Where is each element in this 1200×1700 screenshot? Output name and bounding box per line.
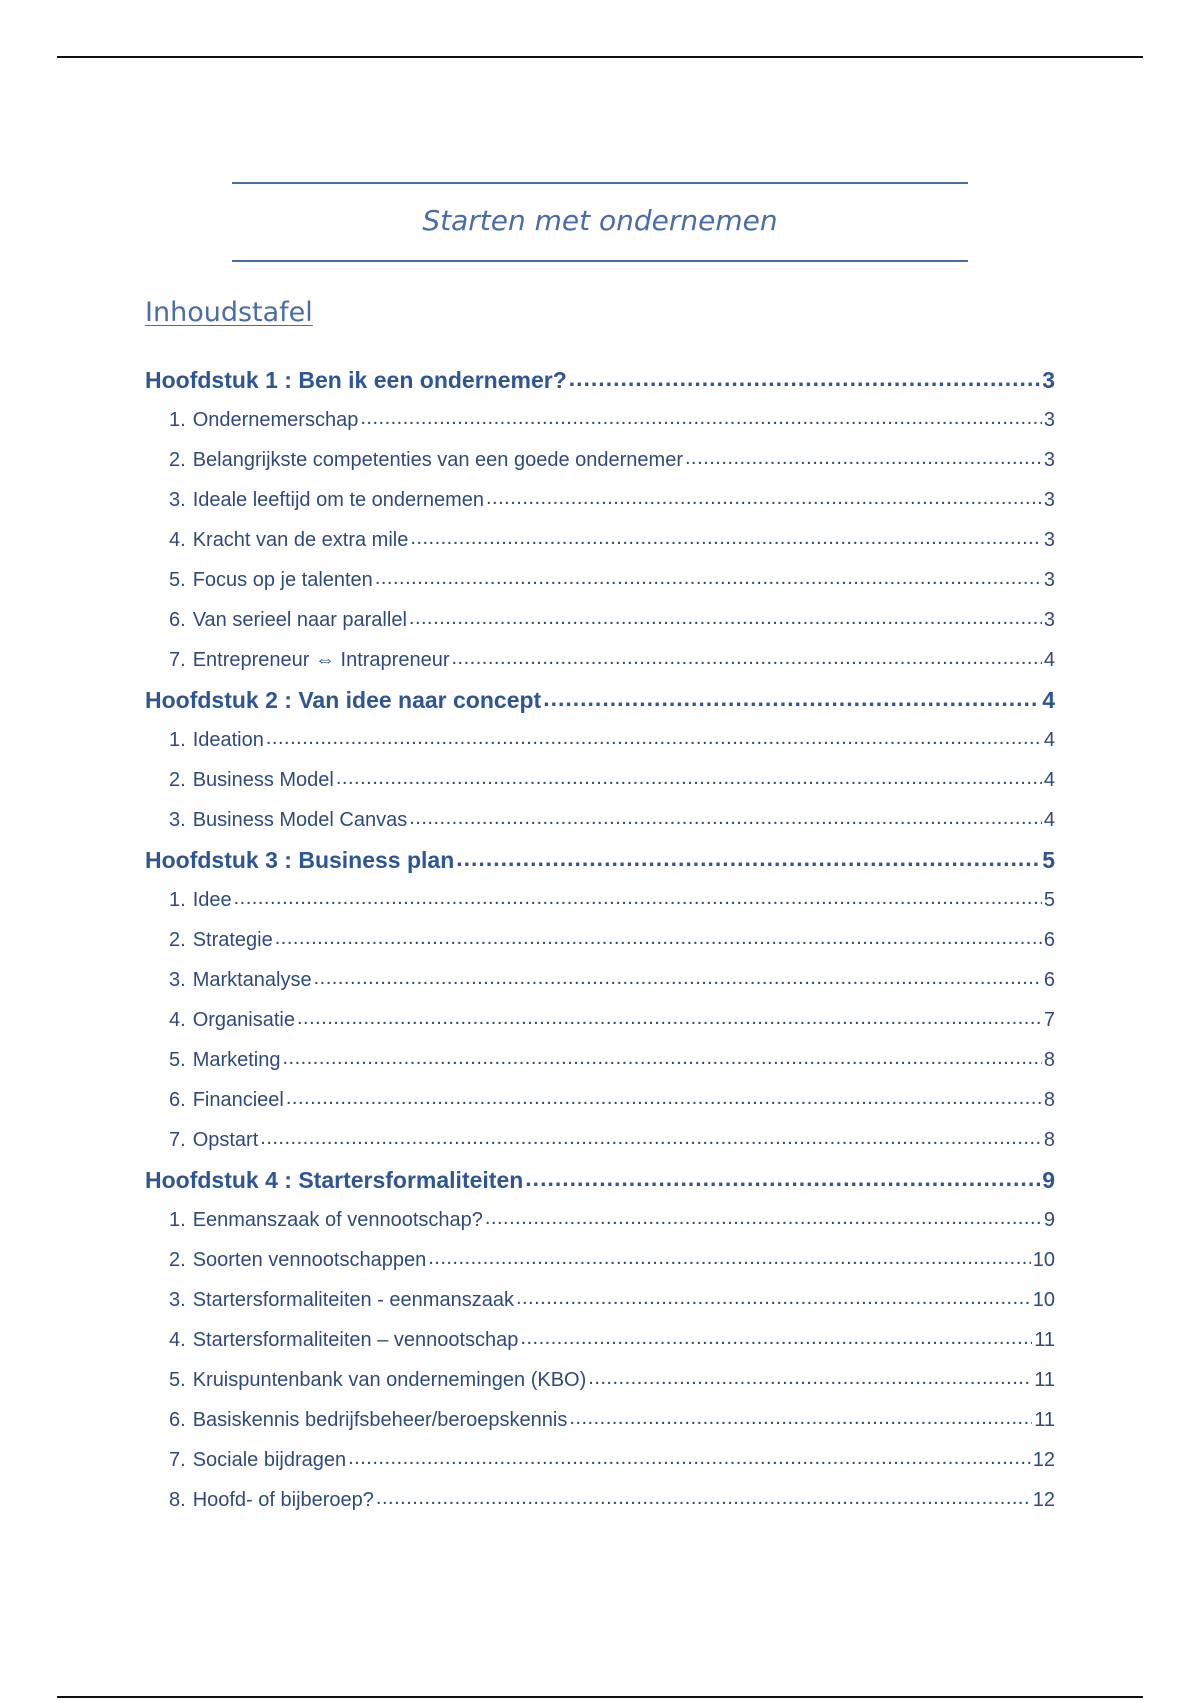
toc-dot-leader	[375, 558, 1042, 598]
toc-section-number: 1.	[169, 889, 186, 911]
toc-section-number: 2.	[169, 769, 186, 791]
toc-section-1-2[interactable]	[145, 440, 1055, 480]
toc-section-3-1[interactable]	[145, 880, 1055, 920]
table-of-contents	[145, 360, 1055, 1520]
toc-section-label: Focus op je talenten	[192, 569, 373, 591]
toc-section-number: 1.	[169, 729, 186, 751]
toc-section-label: Business Model Canvas	[192, 809, 408, 831]
page-top-rule	[57, 56, 1143, 58]
toc-section-number: 8.	[169, 1489, 186, 1511]
toc-section-label: Business Model	[192, 769, 334, 791]
toc-page-number: 3	[1043, 489, 1055, 511]
toc-section-label: Strategie	[192, 929, 273, 951]
toc-page-number: 3	[1043, 449, 1055, 471]
toc-dot-leader	[428, 1238, 1031, 1278]
toc-section-1-1[interactable]	[145, 400, 1055, 440]
toc-section-label: Entrepreneur ⇔ Intrapreneur	[192, 649, 450, 671]
toc-section-label: Ondernemerschap	[192, 409, 359, 431]
toc-section-number: 1.	[169, 1209, 186, 1231]
toc-dot-leader	[486, 478, 1042, 518]
toc-dot-leader	[516, 1278, 1031, 1318]
toc-page-number: 11	[1034, 1369, 1055, 1391]
toc-section-3-5[interactable]	[145, 1040, 1055, 1080]
toc-dot-leader	[569, 358, 1040, 398]
toc-section-label: Sociale bijdragen	[192, 1449, 347, 1471]
toc-section-number: 6.	[169, 1089, 186, 1111]
toc-section-1-3[interactable]	[145, 480, 1055, 520]
toc-dot-leader	[360, 398, 1042, 438]
toc-dot-leader	[456, 838, 1040, 878]
toc-section-label: Organisatie	[192, 1009, 295, 1031]
toc-dot-leader	[410, 518, 1042, 558]
toc-page-number: 3	[1043, 409, 1055, 431]
toc-page-number: 8	[1043, 1049, 1055, 1071]
toc-section-label: Eenmanszaak of vennootschap?	[192, 1209, 483, 1231]
toc-page-number: 10	[1032, 1249, 1055, 1271]
toc-section-1-7[interactable]	[145, 640, 1055, 680]
toc-page-number: 8	[1043, 1089, 1055, 1111]
toc-section-number: 3.	[169, 809, 186, 831]
toc-page-number: 4	[1043, 649, 1055, 671]
toc-section-number: 6.	[169, 609, 186, 631]
toc-page-number: 9	[1043, 1209, 1055, 1231]
toc-section-label: Startersformaliteiten - eenmanszaak	[192, 1289, 514, 1311]
toc-section-2-3[interactable]	[145, 800, 1055, 840]
toc-section-number: 3.	[169, 489, 186, 511]
toc-page-number: 12	[1032, 1449, 1055, 1471]
toc-section-label: Kracht van de extra mile	[192, 529, 409, 551]
toc-section-label: Kruispuntenbank van ondernemingen (KBO)	[192, 1369, 587, 1391]
document-title: Starten met ondernemen	[422, 204, 778, 237]
toc-page-number: 3	[1043, 609, 1055, 631]
toc-page-number: 4	[1042, 687, 1055, 713]
toc-section-1-5[interactable]	[145, 560, 1055, 600]
toc-page-number: 3	[1042, 367, 1055, 393]
toc-section-4-2[interactable]	[145, 1240, 1055, 1280]
toc-dot-leader	[348, 1438, 1031, 1478]
toc-section-label: Ideale leeftijd om te ondernemen	[192, 489, 484, 511]
toc-section-number: 2.	[169, 1249, 186, 1271]
toc-section-4-8[interactable]	[145, 1480, 1055, 1520]
toc-dot-leader	[543, 678, 1040, 718]
toc-chapter-label: Hoofdstuk 1 : Ben ik een ondernemer?	[145, 367, 567, 393]
toc-dot-leader	[452, 638, 1042, 678]
toc-page-number: 6	[1043, 929, 1055, 951]
toc-section-label: Soorten vennootschappen	[192, 1249, 427, 1271]
toc-section-3-7[interactable]	[145, 1120, 1055, 1160]
toc-section-label: Idee	[192, 889, 232, 911]
toc-chapter-2[interactable]	[145, 680, 1055, 720]
toc-section-number: 4.	[169, 1009, 186, 1031]
toc-section-number: 2.	[169, 449, 186, 471]
toc-section-label: Marketing	[192, 1049, 281, 1071]
toc-section-label: Startersformaliteiten – vennootschap	[192, 1329, 519, 1351]
toc-dot-leader	[409, 598, 1042, 638]
toc-page-number: 5	[1042, 847, 1055, 873]
toc-section-number: 5.	[169, 1049, 186, 1071]
toc-section-label: Belangrijkste competenties van een goede ondernemer	[192, 449, 683, 471]
toc-chapter-3[interactable]	[145, 840, 1055, 880]
page-bottom-rule	[57, 1696, 1143, 1698]
toc-page-number: 6	[1043, 969, 1055, 991]
toc-section-label: Hoofd- of bijberoep?	[192, 1489, 374, 1511]
toc-section-label: Ideation	[192, 729, 264, 751]
toc-page-number: 11	[1034, 1329, 1055, 1351]
toc-dot-leader	[409, 798, 1042, 838]
toc-page-number: 4	[1043, 729, 1055, 751]
toc-dot-leader	[314, 958, 1042, 998]
toc-section-3-4[interactable]	[145, 1000, 1055, 1040]
toc-page-number: 3	[1043, 569, 1055, 591]
toc-page-number: 10	[1032, 1289, 1055, 1311]
toc-section-number: 3.	[169, 969, 186, 991]
toc-section-number: 4.	[169, 529, 186, 551]
toc-dot-leader	[266, 718, 1042, 758]
toc-dot-leader	[685, 438, 1042, 478]
toc-page-number: 5	[1043, 889, 1055, 911]
toc-dot-leader	[283, 1038, 1042, 1078]
toc-section-4-6[interactable]	[145, 1400, 1055, 1440]
toc-section-number: 1.	[169, 409, 186, 431]
toc-section-3-6[interactable]	[145, 1080, 1055, 1120]
toc-dot-leader	[275, 918, 1042, 958]
toc-dot-leader	[234, 878, 1042, 918]
toc-page-number: 11	[1034, 1409, 1055, 1431]
toc-dot-leader	[297, 998, 1042, 1038]
toc-dot-leader	[376, 1478, 1031, 1518]
toc-chapter-label: Hoofdstuk 3 : Business plan	[145, 847, 455, 873]
title-block	[232, 182, 968, 262]
toc-section-2-1[interactable]	[145, 720, 1055, 760]
toc-section-number: 7.	[169, 649, 186, 671]
toc-section-number: 5.	[169, 569, 186, 591]
toc-dot-leader	[336, 758, 1042, 798]
toc-page-number: 7	[1043, 1009, 1055, 1031]
toc-section-number: 7.	[169, 1129, 186, 1151]
toc-section-4-1[interactable]	[145, 1200, 1055, 1240]
toc-dot-leader	[588, 1358, 1032, 1398]
toc-chapter-label: Hoofdstuk 4 : Startersformaliteiten	[145, 1167, 524, 1193]
toc-dot-leader	[286, 1078, 1042, 1118]
toc-section-number: 2.	[169, 929, 186, 951]
toc-section-3-3[interactable]	[145, 960, 1055, 1000]
toc-dot-leader	[260, 1118, 1042, 1158]
toc-page-number: 4	[1043, 769, 1055, 791]
toc-dot-leader	[485, 1198, 1042, 1238]
toc-section-number: 3.	[169, 1289, 186, 1311]
toc-dot-leader	[569, 1398, 1032, 1438]
toc-page-number: 8	[1043, 1129, 1055, 1151]
toc-section-1-4[interactable]	[145, 520, 1055, 560]
toc-chapter-1[interactable]	[145, 360, 1055, 400]
toc-section-number: 5.	[169, 1369, 186, 1391]
toc-section-number: 7.	[169, 1449, 186, 1471]
toc-section-label: Marktanalyse	[192, 969, 312, 991]
toc-section-4-3[interactable]	[145, 1280, 1055, 1320]
toc-section-4-4[interactable]	[145, 1320, 1055, 1360]
toc-chapter-4[interactable]	[145, 1160, 1055, 1200]
toc-section-number: 4.	[169, 1329, 186, 1351]
toc-section-label: Financieel	[192, 1089, 284, 1111]
toc-section-label: Basiskennis bedrijfsbeheer/beroepskennis	[192, 1409, 568, 1431]
toc-section-1-6[interactable]	[145, 600, 1055, 640]
toc-heading: Inhoudstafel	[145, 297, 313, 328]
toc-page-number: 4	[1043, 809, 1055, 831]
toc-section-label: Opstart	[192, 1129, 259, 1151]
toc-chapter-label: Hoofdstuk 2 : Van idee naar concept	[145, 687, 542, 713]
toc-section-4-5[interactable]	[145, 1360, 1055, 1400]
toc-section-4-7[interactable]	[145, 1440, 1055, 1480]
toc-page-number: 9	[1042, 1167, 1055, 1193]
toc-section-label: Van serieel naar parallel	[192, 609, 407, 631]
toc-section-number: 6.	[169, 1409, 186, 1431]
toc-page-number: 3	[1043, 529, 1055, 551]
toc-page-number: 12	[1032, 1489, 1055, 1511]
toc-dot-leader	[520, 1318, 1032, 1358]
toc-section-2-2[interactable]	[145, 760, 1055, 800]
toc-section-3-2[interactable]	[145, 920, 1055, 960]
toc-dot-leader	[525, 1158, 1040, 1198]
